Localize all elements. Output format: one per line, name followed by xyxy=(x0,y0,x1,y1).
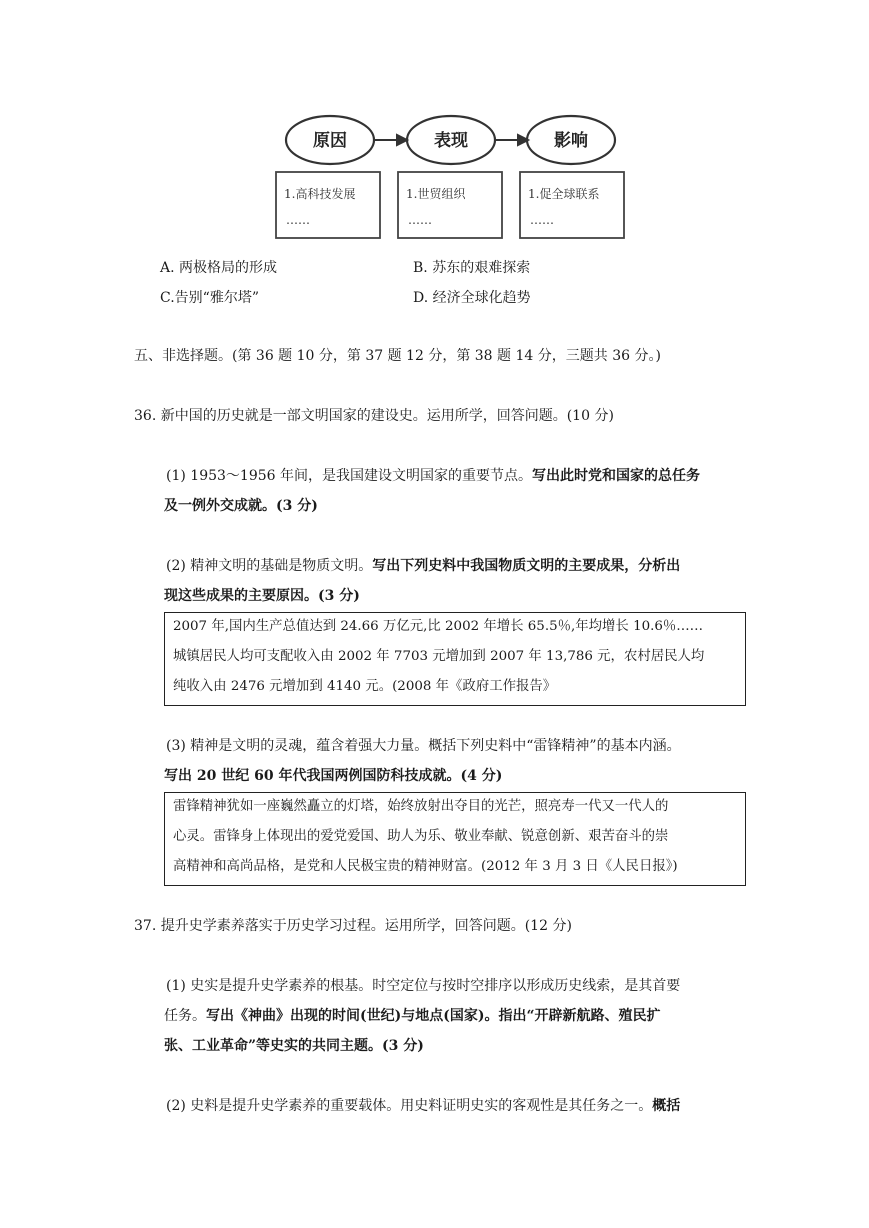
material-line: 心灵。雷锋身上体现出的爱党爱国、助人为乐、敬业奉献、锐意创新、艰苦奋斗的崇 xyxy=(173,829,669,844)
q37-p1-line2 xyxy=(164,1008,661,1024)
q36-p1-line2: 及一例外交成就。(3 分) xyxy=(164,498,318,514)
q36-p1-normal: (1) 1953～1956 年间，是我国建设文明国家的重要节点。 xyxy=(166,468,532,484)
q36-p2-bold: 写出下列史料中我国物质文明的主要成果，分析出 xyxy=(372,558,681,574)
material-line: 雷锋精神犹如一座巍然矗立的灯塔，始终放射出夺目的光芒，照亮寿一代又一代人的 xyxy=(173,799,669,814)
q36-p1-bold: 写出此时党和国家的总任务 xyxy=(532,468,700,484)
q36-p1-line1 xyxy=(166,468,700,484)
q37-p1-bold: 写出《神曲》出现的时间(世纪)与地点(国家)。指出“开辟新航路、殖民扩 xyxy=(206,1008,661,1024)
q37-p1-line3: 张、工业革命”等史实的共同主题。(3 分) xyxy=(164,1038,424,1054)
box-more: …… xyxy=(530,213,554,227)
box-cause xyxy=(276,172,380,238)
material-line: 高精神和高尚品格，是党和人民极宝贵的精神财富。(2012 年 3 月 3 日《人民日报》) xyxy=(173,859,678,874)
q37-p1-normal: 任务。 xyxy=(164,1008,206,1024)
q36-p3-line2: 写出 20 世纪 60 年代我国两例国防科技成就。(4 分) xyxy=(164,768,503,784)
option-a: A. 两极格局的形成 xyxy=(160,260,278,276)
q36-p3-line1: (3) 精神是文明的灵魂，蕴含着强大力量。概括下列史料中“雷锋精神”的基本内涵。 xyxy=(166,738,681,754)
q37-stem: 37. 提升史学素养落实于历史学习过程。运用所学，回答问题。(12 分) xyxy=(134,918,572,934)
node-label: 原因 xyxy=(313,131,347,151)
option-c: C.告别“雅尔塔” xyxy=(160,290,259,306)
q37-p2-normal: (2) 史料是提升史学素养的重要载体。用史料证明史实的客观性是其任务之一。 xyxy=(166,1098,653,1114)
q36-p2-line1 xyxy=(166,558,680,574)
box-impact xyxy=(520,172,624,238)
box-item: 1.世贸组织 xyxy=(406,187,466,201)
option-b: B. 苏东的艰难探索 xyxy=(413,260,531,276)
q37-p2-bold: 概括 xyxy=(652,1098,681,1114)
q36-material-box-2 xyxy=(164,792,746,886)
box-more: …… xyxy=(408,213,432,227)
flow-diagram xyxy=(270,108,630,244)
material-line: 纯收入由 2476 元增加到 4140 元。(2008 年《政府工作报告》 xyxy=(173,679,557,694)
section-title: 五、非选择题。(第 36 题 10 分，第 37 题 12 分，第 38 题 14 分，三题共 36 分。) xyxy=(134,348,661,364)
box-item: 1.促全球联系 xyxy=(528,187,600,201)
box-item: 1.高科技发展 xyxy=(284,187,356,201)
q37-p2-line1 xyxy=(166,1098,680,1114)
box-more: …… xyxy=(286,213,310,227)
node-label: 影响 xyxy=(554,131,588,151)
q36-p2-normal: (2) 精神文明的基础是物质文明。 xyxy=(166,558,373,574)
material-line: 城镇居民人均可支配收入由 2002 年 7703 元增加到 2007 年 13,786 元，农村居民人均 xyxy=(173,649,705,664)
box-manifestation xyxy=(398,172,502,238)
node-label: 表现 xyxy=(434,131,468,151)
q36-material-box-1 xyxy=(164,612,746,706)
material-line: 2007 年,国内生产总值达到 24.66 万亿元,比 2002 年增长 65.5％,年均增长 10.6％…… xyxy=(173,619,704,634)
q36-stem: 36. 新中国的历史就是一部文明国家的建设史。运用所学，回答问题。(10 分) xyxy=(134,408,614,424)
option-d: D. 经济全球化趋势 xyxy=(413,290,531,306)
q37-p1-line1: (1) 史实是提升史学素养的根基。时空定位与按时空排序以形成历史线索，是其首要 xyxy=(166,978,681,994)
q36-p2-line2: 现这些成果的主要原因。(3 分) xyxy=(164,588,360,604)
